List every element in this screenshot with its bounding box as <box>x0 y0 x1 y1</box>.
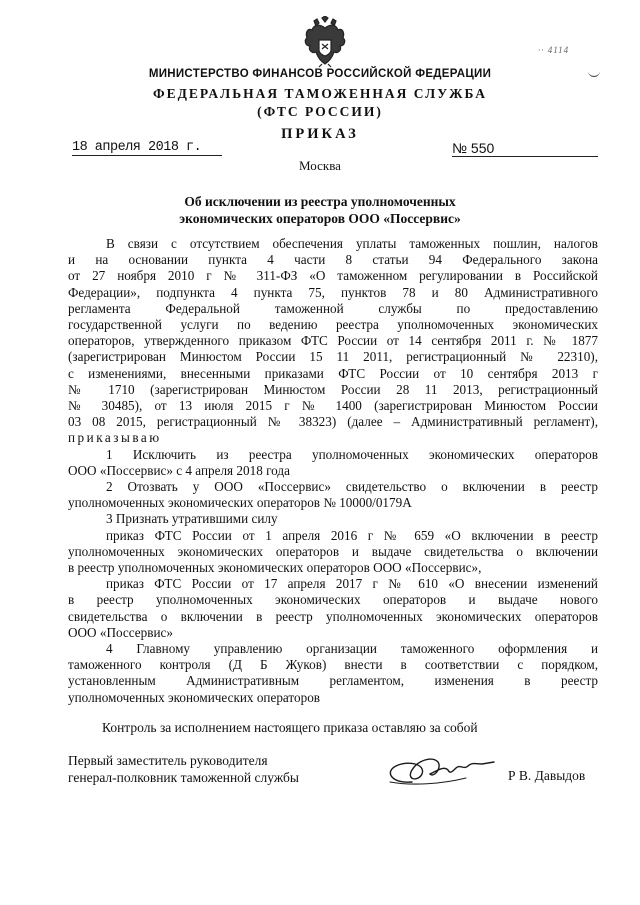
body-line: и на основании пункта 4 части 8 статьи 94 Федерального закона <box>68 252 598 268</box>
item-3a-line: приказ ФТС России от 1 апреля 2016 г № 659 «О включении в реестр <box>106 527 598 543</box>
order-number: № 550 <box>452 140 598 157</box>
body-line: от 27 ноября 2010 г № 311-ФЗ «О таможенном регулировании в Российской <box>68 268 598 284</box>
order-body <box>68 236 598 706</box>
item-3a-line: в реестр уполномоченных экономических операторов ООО «Поссервис», <box>68 560 482 576</box>
ministry-name: МИНИСТЕРСТВО ФИНАНСОВ РОССИЙСКОЙ ФЕДЕРАЦИИ <box>148 68 492 80</box>
service-abbreviation: (ФТС РОССИИ) <box>257 104 383 119</box>
handwritten-signature <box>382 752 500 792</box>
item-3-line: 3 Признать утратившими силу <box>106 511 278 527</box>
order-word: приказываю <box>68 430 162 446</box>
body-line: № 30485), от 13 июля 2015 г № 1400 (зарегистрирован Минюстом России <box>68 398 598 414</box>
item-1-line: 1 Исключить из реестра уполномоченных экономических операторов <box>106 446 598 462</box>
item-3b-line: в реестр уполномоченных экономических операторов и выдаче нового <box>68 592 598 608</box>
item-2-line: 2 Отозвать у ООО «Поссервис» свидетельство о включении в реестр <box>106 479 598 495</box>
body-line: с изменениями, внесенными приказами ФТС России от 10 сентября 2013 г <box>68 365 598 381</box>
body-line: государственной услуги по ведению реестра уполномоченных экономических <box>68 317 598 333</box>
body-line: операторов, утвержденного приказом ФТС России от 14 сентября 2011 г. № 1877 <box>68 333 598 349</box>
item-4-line: установленным Административным регламентом, изменения в реестр <box>68 673 598 689</box>
signatory-name: Р В. Давыдов <box>508 768 586 783</box>
item-3b-line: свидетельства о включении в реестр уполномоченных экономических операторов <box>68 608 598 624</box>
signatory-rank: генерал-полковник таможенной службы <box>68 770 299 785</box>
document-type: ПРИКАЗ <box>281 126 359 142</box>
item-4-line: 4 Главному управлению организации таможенного оформления и <box>106 641 598 657</box>
item-2-line: уполномоченных экономических операторов № 10000/0179А <box>68 495 412 511</box>
order-subject <box>0 193 640 227</box>
subject-line: Об исключении из реестра уполномоченных <box>184 194 456 209</box>
body-line: 03 08 2015, регистрационный № 38323) (далее – Административный регламент), <box>68 414 598 430</box>
body-line: (зарегистрирован Минюстом России 15 11 2011, регистрационный № 22310), <box>68 349 598 365</box>
body-line: Федерации», подпункта 4 пункта 75, пунктов 78 и 80 Административного <box>68 284 598 300</box>
order-city: Москва <box>299 158 341 173</box>
item-4-line: уполномоченных экономических операторов <box>68 689 321 705</box>
signatory-position: Первый заместитель руководителя <box>68 753 268 768</box>
subject-line: экономических операторов ООО «Поссервис» <box>179 211 461 226</box>
item-1-line: ООО «Поссервис» с 4 апреля 2018 года <box>68 462 290 478</box>
registration-mark: ·· 4114 <box>538 45 570 55</box>
item-3a-line: уполномоченных экономических операторов и выдаче свидетельства о включении <box>68 543 598 559</box>
service-name: ФЕДЕРАЛЬНАЯ ТАМОЖЕННАЯ СЛУЖБА <box>153 86 487 101</box>
order-date: 18 апреля 2018 г. <box>72 140 222 156</box>
item-3b-line: приказ ФТС России от 17 апреля 2017 г № 610 «О внесении изменений <box>106 576 598 592</box>
body-line: № 1710 (зарегистрирован Минюстом России 28 11 2013, регистрационный <box>68 381 598 397</box>
double-headed-eagle-icon <box>302 16 348 68</box>
body-line: регламента Федеральной таможенной службы по предоставлению <box>68 300 598 316</box>
control-statement: Контроль за исполнением настоящего приказа оставляю за собой <box>102 720 478 735</box>
body-line: В связи с отсутствием обеспечения уплаты таможенных пошлин, налогов <box>106 236 598 251</box>
item-4-line: таможенного контроля (Д Б Жуков) внести в соответствии с порядком, <box>68 657 598 673</box>
item-3b-line: ООО «Поссервис» <box>68 624 173 640</box>
signatory-title <box>68 752 299 786</box>
